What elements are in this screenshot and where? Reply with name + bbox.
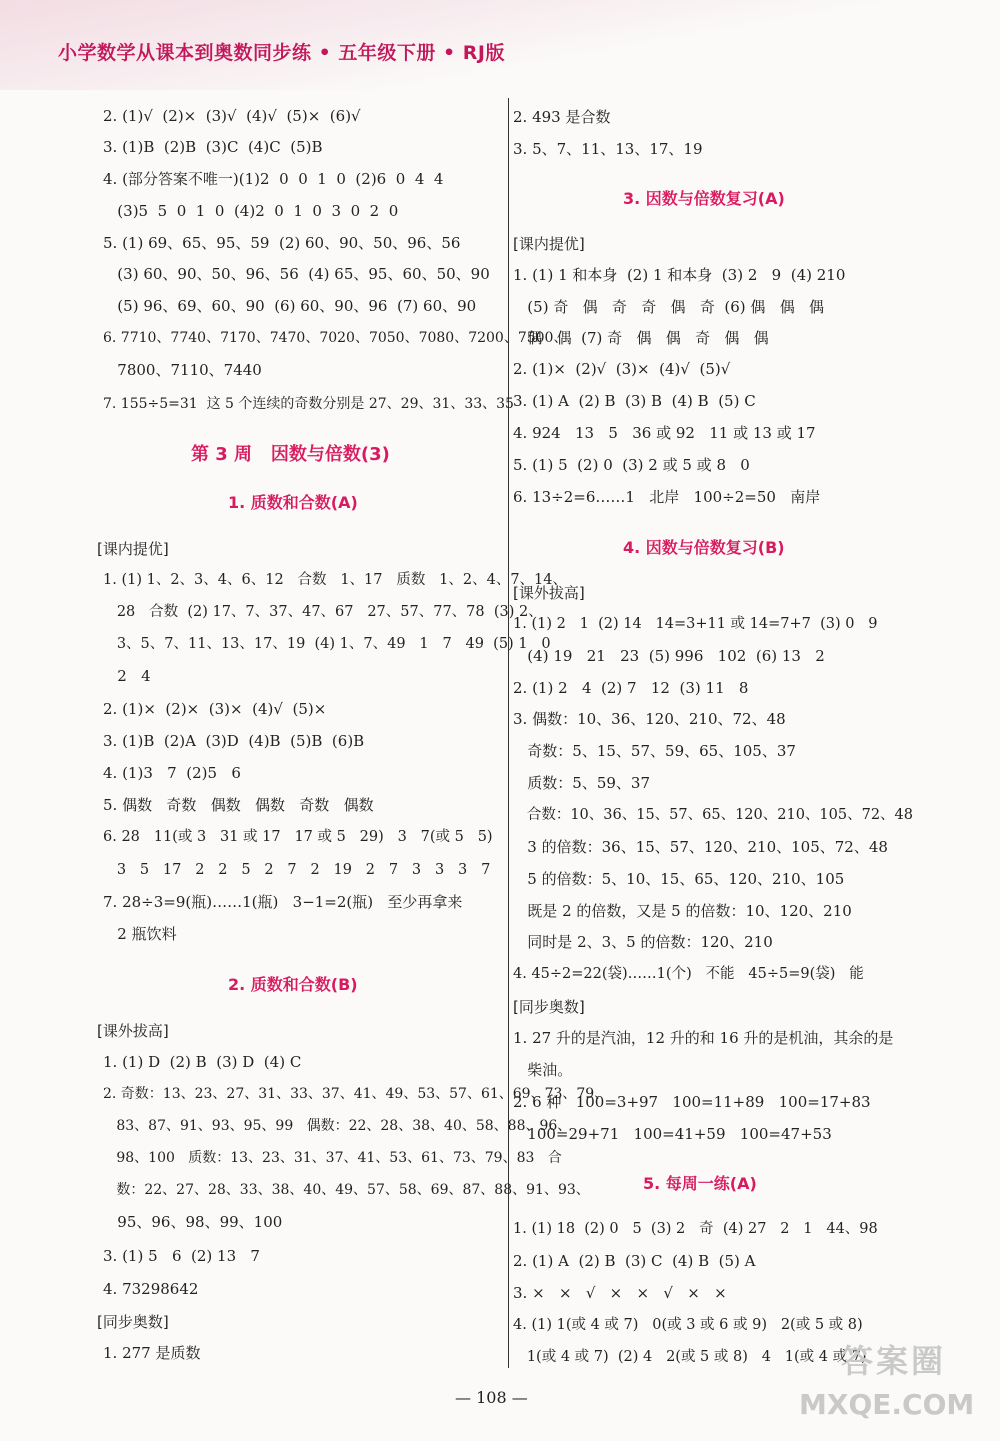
answer-line: 3. (1)B (2)B (3)C (4)C (5)B <box>103 138 323 156</box>
answer-line: 1. (1) 18 (2) 0 5 (3) 2 奇 (4) 27 2 1 44、98 <box>513 1221 878 1237</box>
category-tag: [课内提优] <box>513 235 585 253</box>
answer-line: 偶 偶 (7) 奇 偶 偶 奇 偶 偶 <box>513 329 769 347</box>
answer-line: 3. × × √ × × √ × × <box>513 1284 727 1302</box>
answer-line: 3. (1) 5 6 (2) 13 7 <box>103 1247 260 1265</box>
answer-line: 5 的倍数：5、10、15、65、120、210、105 <box>513 870 845 888</box>
answer-line: 4. 45÷2=22(袋)……1(个) 不能 45÷5=9(袋) 能 <box>513 966 864 982</box>
answer-line: 5. 偶数 奇数 偶数 偶数 奇数 偶数 <box>103 796 374 814</box>
answer-line: (5) 96、69、60、90 (6) 60、90、96 (7) 60、90 <box>103 297 477 315</box>
answer-line: 数：22、27、28、33、38、40、49、57、58、69、87、88、91、93、 <box>103 1182 590 1198</box>
answer-line: 3. (1)B (2)A (3)D (4)B (5)B (6)B <box>103 732 365 750</box>
category-tag: [课外拔高] <box>513 584 585 602</box>
answer-line: 4. (1)3 7 (2)5 6 <box>103 764 241 782</box>
answer-line: 同时是 2、3、5 的倍数：120、210 <box>513 933 773 951</box>
answer-line: 5. (1) 69、65、95、59 (2) 60、90、50、96、56 <box>103 234 461 252</box>
answer-line: 2 瓶饮料 <box>103 925 177 943</box>
answer-line: (5) 奇 偶 奇 奇 偶 奇 (6) 偶 偶 偶 <box>513 298 825 316</box>
category-tag: [课外拔高] <box>97 1022 169 1040</box>
answer-line: 1. 277 是质数 <box>103 1344 201 1362</box>
answer-line: 6. 28 11(或 3 31 或 17 17 或 5 29) 3 7(或 5 5) <box>103 829 493 845</box>
answer-line: 质数：5、59、37 <box>513 774 651 792</box>
answer-line: 4. 73298642 <box>103 1280 199 1298</box>
section-heading: 2. 质数和合数(B) <box>228 975 358 994</box>
answer-line: 5. (1) 5 (2) 0 (3) 2 或 5 或 8 0 <box>513 456 750 474</box>
answer-line: 1. (1) 2 1 (2) 14 14=3+11 或 14=7+7 (3) 0 9 <box>513 616 878 632</box>
answer-line: 2. (1)√ (2)× (3)√ (4)√ (5)× (6)√ <box>103 107 361 125</box>
answer-line: 既是 2 的倍数，又是 5 的倍数：10、120、210 <box>513 902 852 920</box>
page-number: — 108 — <box>455 1388 528 1407</box>
answer-line: (3) 60、90、50、96、56 (4) 65、95、60、50、90 <box>103 265 490 283</box>
answer-line: 6. 7710、7740、7170、7470、7020、7050、7080、7200、7500、 <box>103 330 568 346</box>
answer-line: 100=29+71 100=41+59 100=47+53 <box>513 1125 832 1143</box>
category-tag: [同步奥数] <box>97 1313 169 1331</box>
answer-line: 98、100 质数：13、23、31、37、41、53、61、73、79、83 合 <box>103 1150 562 1166</box>
answer-line: 1. (1) 1 和本身 (2) 1 和本身 (3) 2 9 (4) 210 <box>513 266 846 284</box>
week-heading: 第 3 周 因数与倍数(3) <box>191 444 390 465</box>
answer-line: 2. (1)× (2)√ (3)× (4)√ (5)√ <box>513 360 731 378</box>
answer-line: 2. (1) 2 4 (2) 7 12 (3) 11 8 <box>513 679 749 697</box>
answer-line: 1. (1) 1、2、3、4、6、12 合数 1、17 质数 1、2、4、7、14、 <box>103 572 568 588</box>
answer-line: 6. 13÷2=6……1 北岸 100÷2=50 南岸 <box>513 488 821 506</box>
column-divider <box>508 98 509 1368</box>
watermark-logo: 答案圈 <box>841 1342 947 1380</box>
answer-line: 7. 155÷5=31 这 5 个连续的奇数分别是 27、29、31、33、35 <box>103 396 514 412</box>
answer-line: 合数：10、36、15、57、65、120、210、105、72、48 <box>513 807 914 823</box>
answer-line: 83、87、91、93、95、99 偶数：22、28、38、40、58、88、96、 <box>103 1118 572 1134</box>
answer-line: 3 5 17 2 2 5 2 7 2 19 2 7 3 3 3 7 <box>103 862 491 878</box>
answer-line: 1. (1) D (2) B (3) D (4) C <box>103 1053 302 1071</box>
watermark <box>791 1336 986 1431</box>
section-heading: 5. 每周一练(A) <box>643 1174 757 1193</box>
category-tag: [同步奥数] <box>513 998 585 1016</box>
book-title: 小学数学从课本到奥数同步练 • 五年级下册 • RJ版 <box>58 42 505 64</box>
answer-line: 28 合数 (2) 17、7、37、47、67 27、57、77、78 (3) 2、 <box>103 604 543 620</box>
section-heading: 1. 质数和合数(A) <box>228 493 358 512</box>
answer-line: 3. 5、7、11、13、17、19 <box>513 140 703 158</box>
answer-line: 1. 27 升的是汽油，12 升的和 16 升的是机油，其余的是 <box>513 1029 894 1047</box>
answer-line: (4) 19 21 23 (5) 996 102 (6) 13 2 <box>513 647 825 665</box>
answer-line: 2 4 <box>103 667 151 685</box>
answer-line: 7. 28÷3=9(瓶)……1(瓶) 3−1=2(瓶) 至少再拿来 <box>103 893 463 911</box>
answer-line: 4. 924 13 5 36 或 92 11 或 13 或 17 <box>513 424 816 442</box>
answer-line: 2. 奇数：13、23、27、31、33、37、41、49、53、57、61、69、73、79、 <box>103 1086 609 1102</box>
answer-line: 3、5、7、11、13、17、19 (4) 1、7、49 1 7 49 (5) 1 0 <box>103 636 551 652</box>
section-heading: 3. 因数与倍数复习(A) <box>623 189 785 208</box>
answer-line: 2. (1) A (2) B (3) C (4) B (5) A <box>513 1252 756 1270</box>
answer-line: 2. 6 种 100=3+97 100=11+89 100=17+83 <box>513 1093 871 1111</box>
answer-line: 2. 493 是合数 <box>513 108 611 126</box>
answer-line: 3. 偶数：10、36、120、210、72、48 <box>513 710 786 728</box>
answer-line: 1(或 4 或 7) (2) 4 2(或 5 或 8) 4 1(或 4 或 7) <box>513 1349 867 1365</box>
section-heading: 4. 因数与倍数复习(B) <box>623 538 785 557</box>
category-tag: [课内提优] <box>97 540 169 558</box>
answer-line: 7800、7110、7440 <box>103 361 262 379</box>
answer-line: (3)5 5 0 1 0 (4)2 0 1 0 3 0 2 0 <box>103 202 399 220</box>
answer-line: 奇数：5、15、57、59、65、105、37 <box>513 742 796 760</box>
answer-line: 4. (1) 1(或 4 或 7) 0(或 3 或 6 或 9) 2(或 5 或 8) <box>513 1317 863 1333</box>
answer-line: 3. (1) A (2) B (3) B (4) B (5) C <box>513 392 756 410</box>
answer-line: 4. (部分答案不唯一)(1)2 0 0 1 0 (2)6 0 4 4 <box>103 170 444 188</box>
watermark-url: MXQE.COM <box>799 1388 975 1421</box>
answer-line: 2. (1)× (2)× (3)× (4)√ (5)× <box>103 700 327 718</box>
answer-line: 柴油。 <box>513 1061 573 1079</box>
answer-line: 95、96、98、99、100 <box>103 1213 283 1231</box>
answer-line: 3 的倍数：36、15、57、120、210、105、72、48 <box>513 838 888 856</box>
